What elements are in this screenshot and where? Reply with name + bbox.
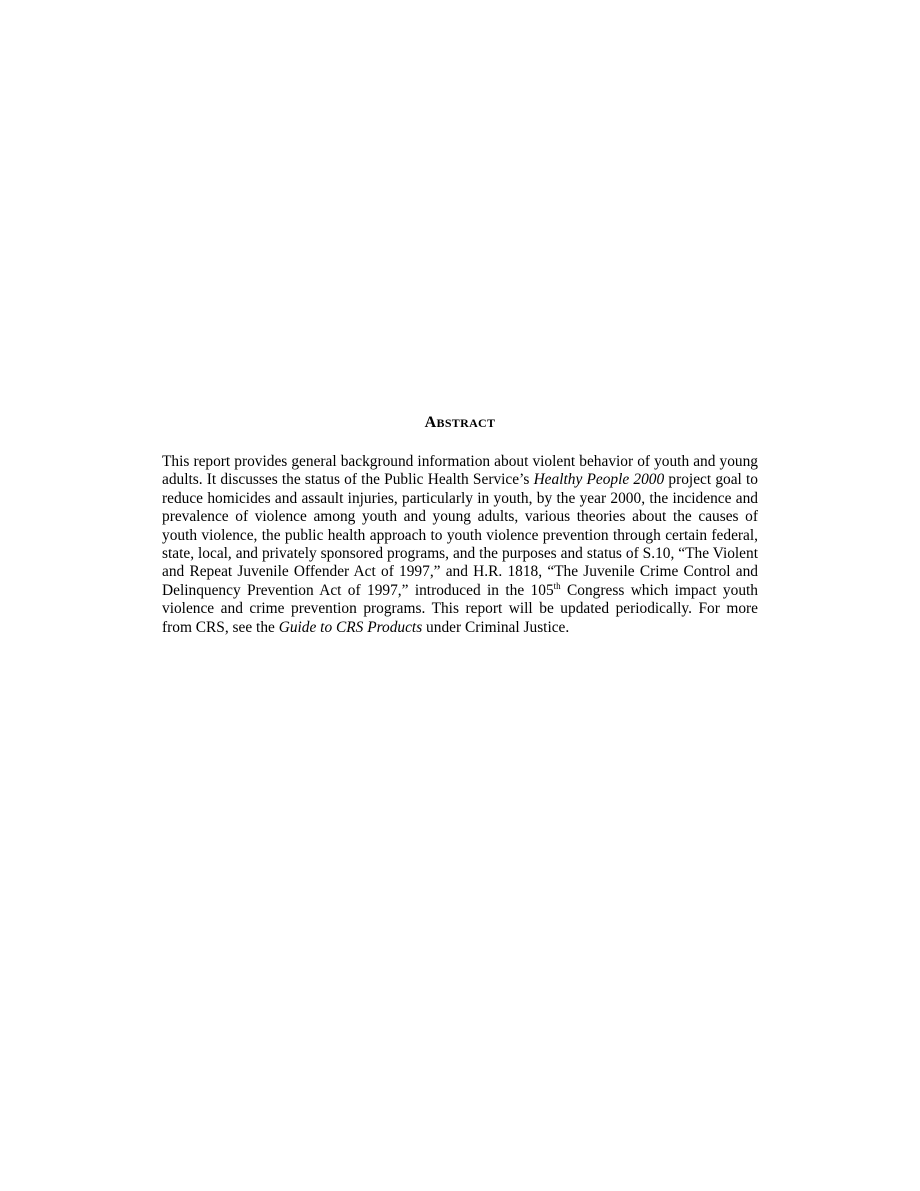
abstract-text-part-1: This report provides general background information about violent behavior of youth and young adults. It discusses the status of the Public Health Service’s (162, 453, 758, 489)
abstract-heading-initial: A (424, 414, 437, 431)
abstract-paragraph (162, 453, 758, 637)
abstract-heading (162, 413, 758, 433)
abstract-section (162, 413, 758, 637)
abstract-text-part-2: project goal to reduce homicides and assault injuries, particularly in youth, by the year 2000, the incidence and prevalence of violence among youth and young adults, various theories about the causes of youth violence, the public health approach to youth violence prevention through certain federal, state, local, and privately sponsored programs, and the purposes and status of S.10, “The Violent and Repeat Juvenile Offender Act of 1997,” and H.R. 1818, “The Juvenile Crime Control and Delinquency Prevention Act of 1997,” introduced in the 105 (162, 471, 759, 599)
healthy-people-title: Healthy People 2000 (533, 471, 665, 489)
abstract-heading-rest: BSTRACT (436, 416, 496, 430)
abstract-text-part-3: Congress which impact youth violence and crime prevention programs. This report will be updated periodically. For more from CRS, see the (162, 581, 758, 636)
crs-guide-title: Guide to CRS Products (278, 618, 423, 636)
ordinal-suffix: th (553, 580, 561, 591)
abstract-text-part-4: under Criminal Justice. (422, 618, 570, 636)
